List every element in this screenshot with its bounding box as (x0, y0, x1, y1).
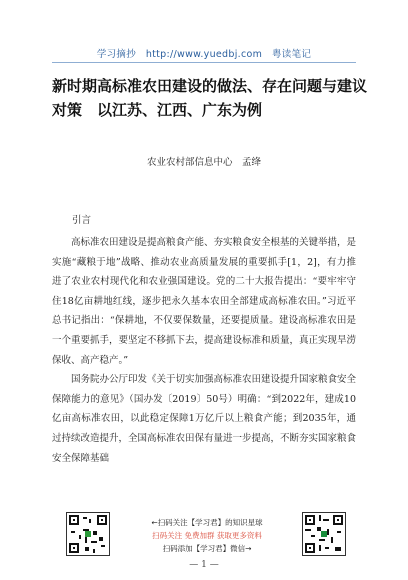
promo-text (118, 516, 296, 555)
header-divider (52, 62, 356, 63)
qr-code-left-icon[interactable] (66, 512, 110, 556)
site-header: 学习摘抄 http://www.yuedbj.com 粤读笔记 (96, 49, 312, 60)
promo-line-free-group: 扫码关注 免费加群 获取更多资料 (152, 531, 262, 540)
document-byline: 农业农村部信息中心 孟绛 (146, 157, 261, 168)
body-paragraph: 高标准农田建设是提高粮食产能、夯实粮食安全根基的关键举措，是实施“藏粮于地”战略、推动农业高质量发展的重要抓手[1，2]，有力推进了农业农村现代化和农业强国建设。党的二十大报告提出：“要牢牢守住18亿亩耕地红线，逐步把永久基本农田全部建成高标准农田。”习近平总书记指出：“保耕地，不仅要保数量，还要提质量。建设高标准农田是一个重要抓手，要坚定不移抓下去，提高建设标准和质量，真正实现旱涝保收、高产稳产。” (52, 237, 357, 366)
qr-code-right-icon[interactable] (302, 512, 346, 556)
intro-heading: 引言 (72, 215, 92, 226)
promo-line-wechat: 扫码添加【学习君】微信→ (162, 544, 252, 553)
document-title: 新时期高标准农田建设的做法、存在问题与建议对策 以江苏、江西、广东为例 (52, 77, 368, 119)
promo-line-knowledge-planet: ←扫码关注【学习君】的知识星球 (151, 518, 263, 527)
body-paragraph: 国务院办公厅印发《关于切实加强高标准农田建设提升国家粮食安全保障能力的意见》（国办发〔2019〕50号）明确：“到2022年，建成10亿亩高标准农田，以此稳定保障1万亿斤以上粮食产能；到2035年，通过持续改造提升，全国高标准农田保有量进一步提高，不断夯实国家粮食安全保障基础 (52, 374, 357, 464)
page-number: — 1 — (189, 560, 219, 570)
document-body (52, 233, 356, 468)
